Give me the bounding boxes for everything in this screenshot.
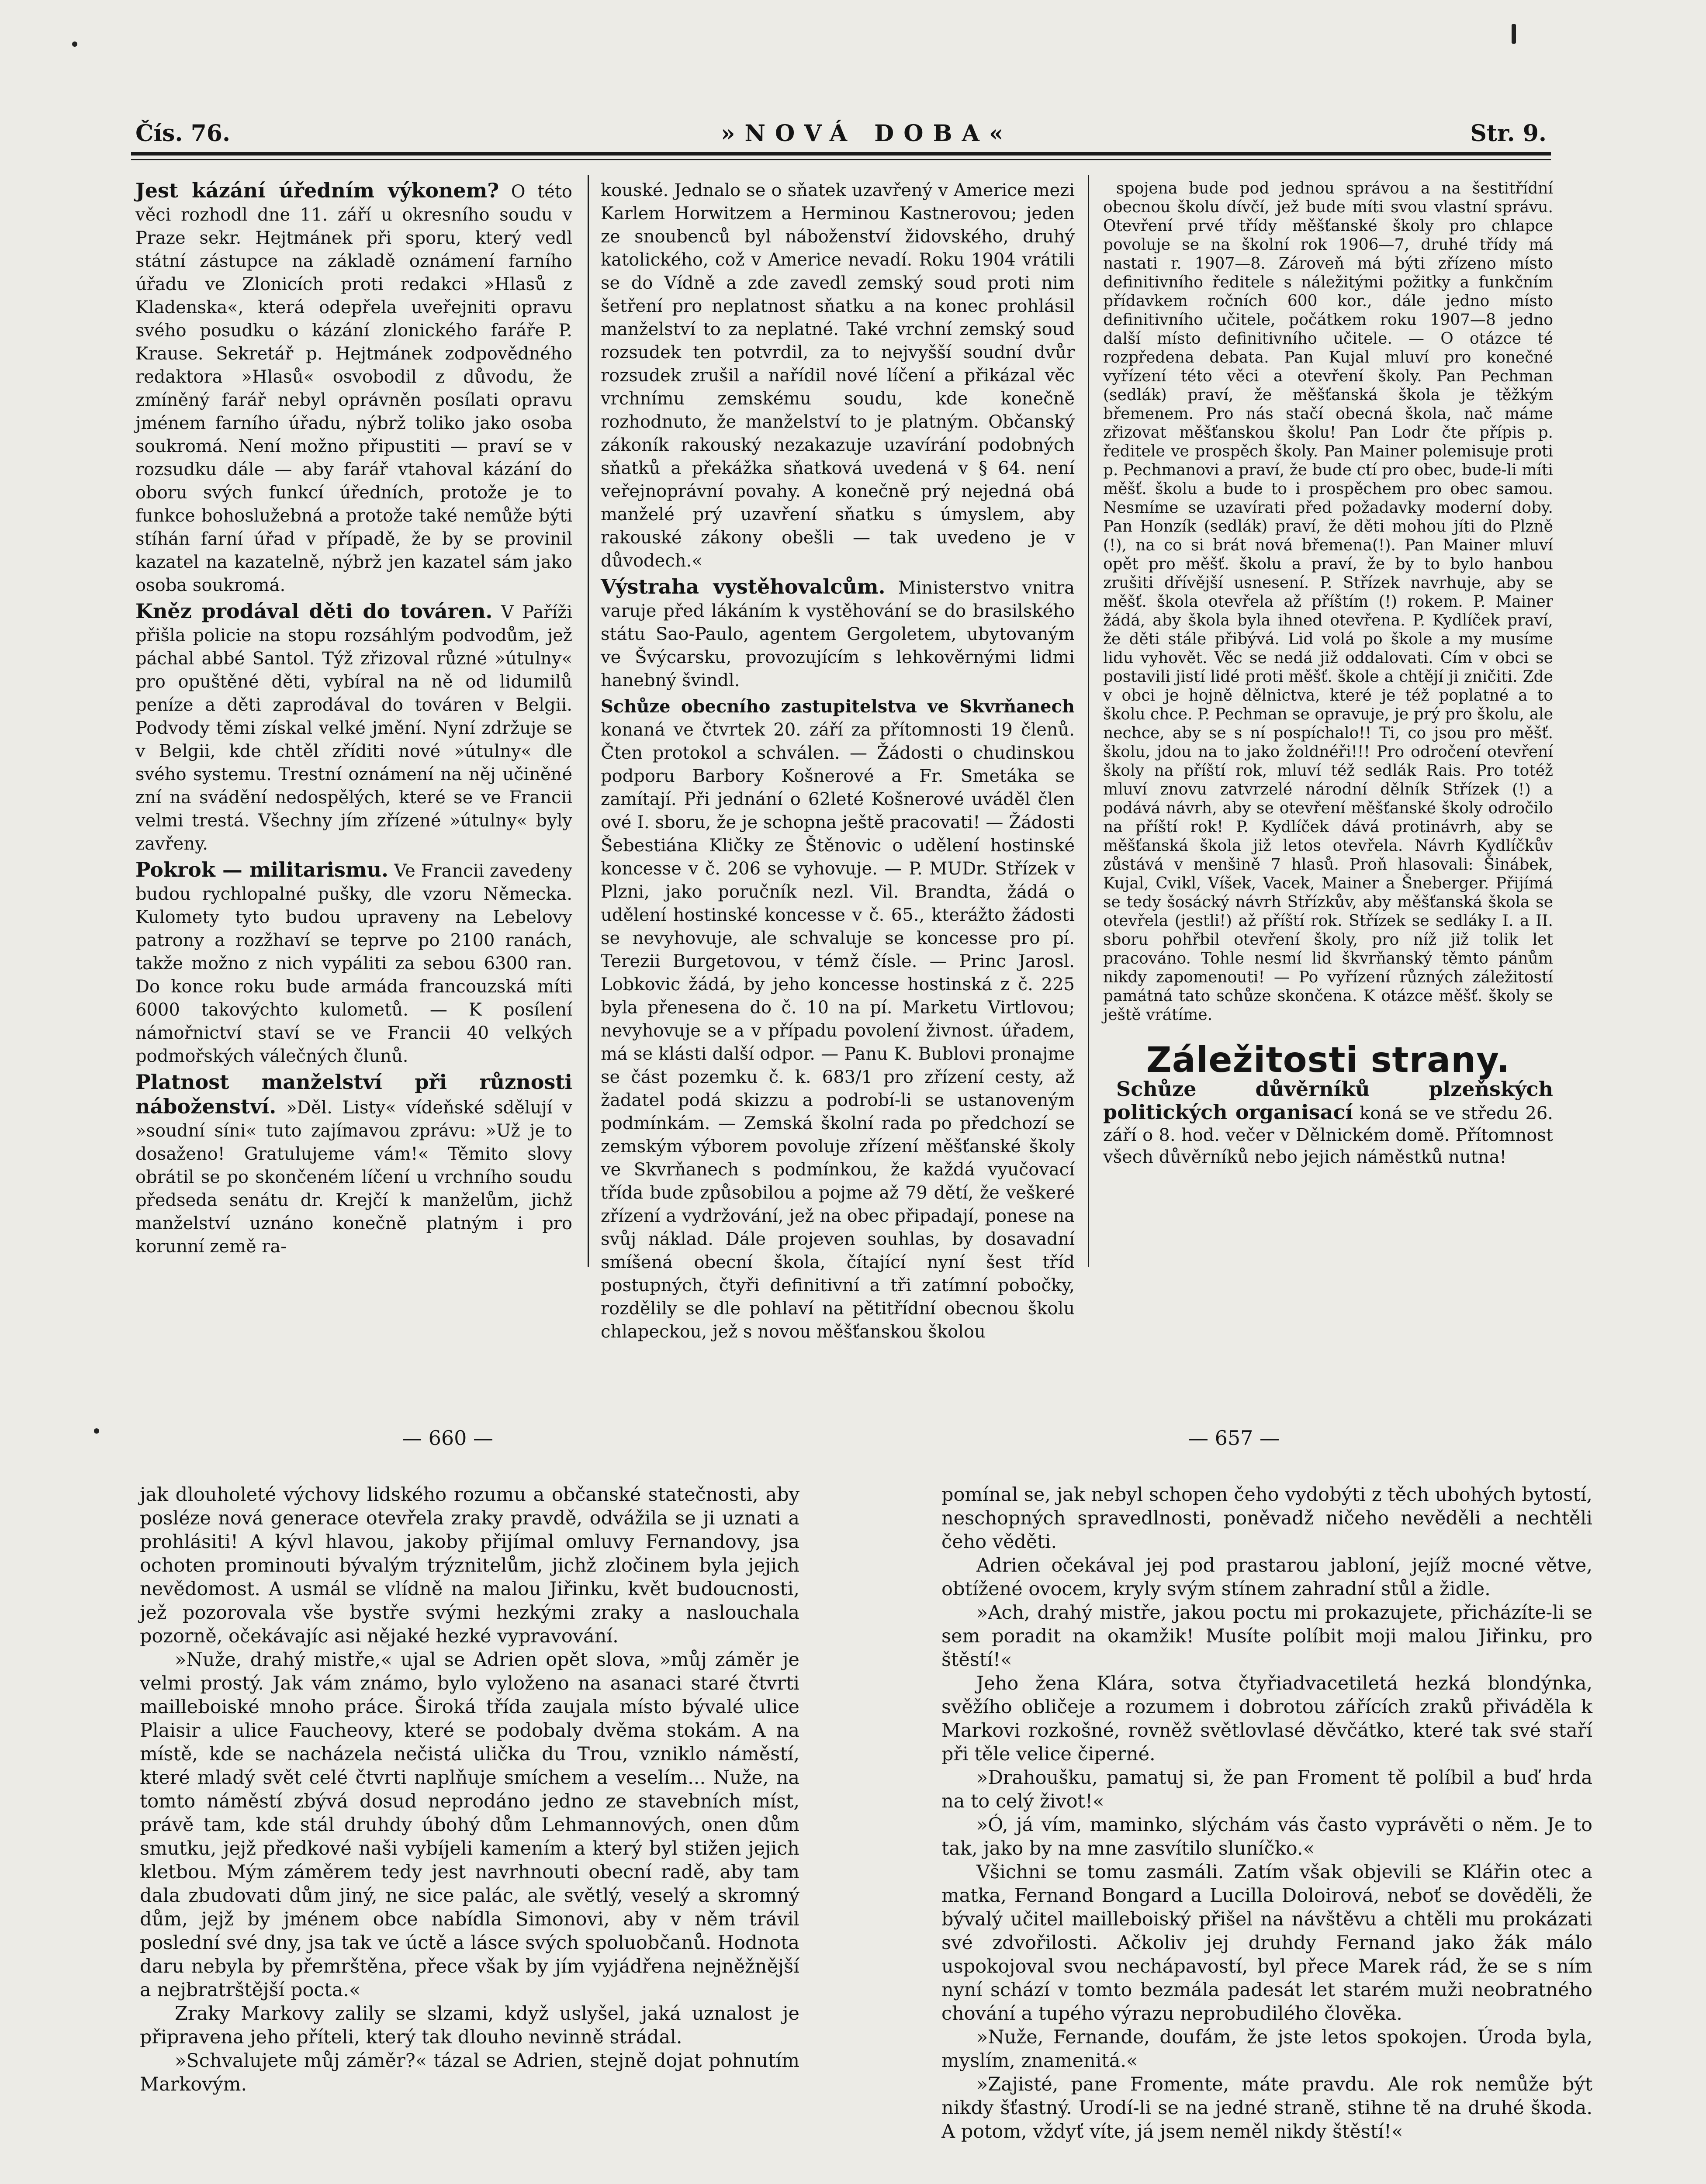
article-body: spojena bude pod jednou správou a na šestitřídní obecnou školu dívčí, jež bude míti svou vlastní správu. Otevření prvé třídy měšťanské školy pro chlapce povoluje se na školní rok 1906—7, druhé třídy má nastati r. 1907—8. Zároveň má býti zřízeno místo definitivního ředitele s náležitými požitky a funkčním přídavkem ročních 600 kor., dále jedno místo definitivního učitele, počátkem roku 1907—8 jedno další místo definitivního učitele. — O otázce té rozpředena debata. Pan Kujal mluví pro konečné vyřízení této věci a otevření školy. Pan Pechman (sedlák) praví, že měšťanská škola je těžkým břemenem. Pro nás stačí obecná škola, nač máme zřizovat měšťanskou školu! Pan Lodr čte přípis p. ředitele ve prospěch školy. Pan Mainer polemisuje proti p. Pechmanovi a praví, že bude ctí pro obec, bude-li míti měšť. školu a bude to i prospěchem pro obec samou. Nesmíme se uzavírati před požadavky moderní doby. Pan Honzík (sedlák) praví, že děti mohou jíti do Plzně (!), na co si brát nová břemena(!). Pan Mainer mluví opět pro měšť. školu a praví, že by to bylo hanbou zrušiti dřívější usnesení. P. Střízek navrhuje, aby se měšť. škola otevřela až příštím (!) rokem. P. Mainer žádá, aby škola byla ihned otevřena. P. Kydlíček praví, že děti stále přibývá. Lid volá po škole a my musíme lidu vyhovět. Věc se nedá již oddalovati. Cím v obci se postavili jistí lidé proti měšť. škole a chtějí ji zničiti. Zde v obci je hojně dělnictva, které je též poplatné a to školu chce. P. Pechman se opravuje, je prý pro školu, ale nechce, aby se s ní pospíchalo!! Ti, co jsou pro měšť. školu, jdou na to jako žoldnéři!!! Pro odročení otevření školy na příští rok, mluví též sedlák Rais. Pro totéž mluví znovu zatvrzelé národní dělník Střízek (!) a podává návrh, aby se otevření měšťanské školy odročilo na příští rok! P. Kydlíček dává protinávrh, aby se měšťanská škola již letos otevřela. Návrh Kydlíčkův zůstává v menšině 7 hlasů. Proň hlasovali: Šinábek, Kujal, Cvikl, Víšek, Vacek, Mainer a Šneberger. Přijímá se tedy šosácký návrh Střízkův, aby měšťanská škola se otevřela (jestli!) až příští rok. Střízek se sedláky I. a II. sboru pohřbil otevření školy, pro níž již tolik let pracováno. Tohle nesmí lid škvrňanský těmto pánům nikdy zapomenouti! — Po vyřízení různých záležitostí památná tato schůze skončena. K otázce měšť. školy se ještě vrátíme. [1103,180,1553,1024]
paragraph: Všichni se tomu zasmáli. Zatím však objevili se Klářin otec a matka, Fernand Bongard a Lucilla Doloirová, neboť se dověděli, že bývalý učitel mailleboiský přišel na návštěvu a chtěli mu prokázati své zdvořilosti. Ačkoliv jej druhdy Fernand jako žák málo uspokojoval svou nechápavostí, byl přece Marek rád, že se s ním nyní schází v tomto bezmála padesát let starém muži neobratného chování a tupého výrazu neprobudilého člověka. [941,1861,1592,2025]
page-number-left: — 660 — [402,1426,494,1450]
paragraph: »Drahoušku, pamatuj si, že pan Froment tě políbil a buď hrda na to celý život!« [941,1767,1592,1812]
article [135,1071,572,1258]
column-divider [588,175,589,1267]
article-body: kouské. Jednalo se o sňatek uzavřený v Americe mezi Karlem Horwitzem a Herminou Kastnerovou; jeden ze snoubenců byl náboženství židovského, druhý katolického, což v Americe nevadí. Roku 1904 vrátili se do Vídně a zde zavedl zemský soud proti nim šetření pro neplatnost sňatku a na konec prohlásil manželství to za neplatné. Také vrchní zemský soud rozsudek ten potvrdil, za to nejvyšší soudní dvůr rozsudek zrušil a nařídil nové líčení a přikázal věc vrchnímu zemskému soudu, kde konečně rozhodnuto, že manželství to je platným. Občanský zákoník rakouský nezakazuje uzavírání podobných sňatků a překážka sňatková uvedená v § 64. není veřejnoprávní povahy. A konečně prý nejedná obá manželé prý uzavření sňatku s úmyslem, aby rakouské zákony obešli — tak uvedeno je v důvodech.« [601,180,1075,571]
paragraph: »Nuže, Fernande, doufám, že jste letos spokojen. Úroda byla, myslím, znamenitá.« [941,2026,1592,2072]
section-title: Záležitosti strany. [1146,1040,1510,1080]
article [601,695,1075,1344]
article [1103,1078,1553,1168]
article-heading: Kněz prodával děti do továren. [135,599,493,623]
article-body: koná se ve středu 26. září o 8. hod. večer v Dělnickém domě. Přítomnost všech důvěrníků nebo jejich náměstků nutna! [1103,1103,1553,1167]
issue-number: Čís. 76. [135,120,231,147]
article-heading: Pokrok — militarismu. [135,858,389,881]
header-rule [131,152,1551,156]
article-body: Ve Francii zavedeny budou rychlopalné pušky, dle vzoru Německa. Kulomety tyto budou upraveny na Lebelovy patrony a rozžhaví se teprve po 2100 ranách, takže možno z nich vypáliti za sebou 6300 ran. Do konce roku bude armáda francouzská míti 6000 takovýchto kulometů. — K posílení námořnictví staví se ve Francii 40 velkých podmořských válečných člunů. [135,861,572,1066]
column-2 [601,179,1075,1346]
article-body: O této věci rozhodl dne 11. září u okresního soudu v Praze sekr. Hejtmánek při sporu, který vedl státní zástupce na základě oznámení farního úřadu ve Zlonicích proti redakci »Hlasů z Kladenska«, která odepřela uveřejniti opravu svého posudku o kázání zlonického faráře P. Krause. Sekretář p. Hejtmánek zodpovědného redaktora »Hlasů« osvobodil z důvodu, že zmíněný farář nebyl oprávněn posílati opravu jménem farního úřadu, nýbrž toliko jako osoba soukromá. Není možno připustiti — praví se v rozsudku dále — aby farář vtahoval kázání do oboru svých funkcí úředních, protože je to funkce bohoslužebná a protože také nemůže býti stíhán farní úřad v případě, že by se provinil kazatel na kazatelně, nýbrž jen kazatel sám jako osoba soukromá. [135,182,573,595]
article-heading: Schůze důvěrníků plzeňských politických organisací [1103,1077,1553,1124]
column-1 [135,179,572,1261]
page-number-right: — 657 — [1188,1426,1280,1450]
paragraph: Zraky Markovy zalily se slzami, když uslyšel, jaká uznalost je připravena jeho příteli, který tak dlouho nevinně strádal. [140,2003,799,2048]
page-header [135,120,1547,146]
article-body: V Paříži přišla policie na stopu rozsáhlým podvodům, jež páchal abbé Santol. Týž zřizoval různé »útulny« pro opuštěné děti, vybíral na ně od lidumilů peníze a děti zaprodával do továren v Belgii. Podvody těmi získal velké jmění. Nyní zdržuje se v Belgii, kde chtěl zříditi nové »útulny« dle svého systemu. Trestní oznámení na něj učiněné zní na svádění nedospělých, které se ve Francii velmi trestá. Všechny jím zřízené »útulny« byly zavřeny. [135,602,573,854]
paragraph: Jeho žena Klára, sotva čtyřiadvacetiletá hezká blondýnka, svěžího obličeje a rozumem i dobrotou zářících zraků přiváděla k Markovi rozkošné, rovněž světlovlasé děvčátko, které tak své staří při těle velice čiperné. [941,1673,1592,1765]
novel-column-left [140,1483,799,2096]
scan-mark [1512,24,1516,44]
article-body: konaná ve čtvrtek 20. září za přítomnosti 19 členů. Čten protokol a schválen. — Žádosti o chudinskou podporu Barbory Košnerové a Fr. Smetáka se zamítají. Při jednání o 62leté Košnerové uváděl člen ové I. sboru, že je schopna ještě pracovati! — Žádosti Šebestiána Kličky ze Štěnovic o udělení hostinské koncesse v č. 206 se vyhovuje. — P. MUDr. Střízek v Plzni, jako poručník nezl. Vil. Brandta, žádá o udělení hostinské koncesse v č. 65., kterážto žádosti se nevyhovuje, ale schvaluje se koncesse pro pí. Terezii Burgetovou, v témž čísle. — Princ Jarosl. Lobkovic žádá, by jeho koncesse hostinská z č. 225 byla přenesena do č. 10 na pí. Marketu Virtlovou; nevyhovuje se a v případu povolení živnost. úřadem, má se klásti další odpor. — Panu K. Bublovi pronajme se část pozemku č. k. 683/1 pro zřízení cesty, až žadatel podá skizzu a podrobí-li se ustanoveným podmínkám. — Zemská školní rada po předchozí se zemským výborem povoluje zřízení měšťanské školy ve Skvrňanech s podmínkou, že každá vyučovací třída bude způsobilou a pojme až 79 dětí, že veškeré zřízení a vydržování, jež na obec připadají, ponese na svůj náklad. Dále projeven souhlas, by dosavadní smíšená obecní škola, čítající nyní šest tříd postupných, čtyři definitivní a tři zatímní pobočky, rozdělily se dle pohlaví na pětitřídní obecnou školu chlapeckou, jež s novou měšťanskou školou [601,720,1075,1342]
article [135,600,572,856]
paragraph: »Schvalujete můj záměr?« tázal se Adrien, stejně dojat pohnutím Markovým. [140,2050,799,2095]
paragraph: »Ach, drahý mistře, jakou poctu mi prokazujete, přicházíte-li se sem poradit na okamžik! Musíte políbit moji malou Jiřinku, pro štěstí!« [941,1602,1592,1671]
column-divider [1088,175,1089,1267]
article-heading: Platnost manželství při různosti náboženství. [135,1070,572,1118]
page-number: Str. 9. [1470,120,1547,147]
scan-mark [72,41,77,47]
column-3 [1103,179,1553,1171]
paragraph: pomínal se, jak nebyl schopen čeho vydobýti z těch ubohých bytostí, neschopných spravedlnosti, poněvadž ničeho nevěděli a nechtěli čeho věděti. [941,1484,1592,1553]
scan-mark [94,1428,99,1434]
paragraph: »Nuže, drahý mistře,« ujal se Adrien opět slova, »můj záměr je velmi prostý. Jak vám známo, bylo vyloženo na asanaci staré čtvrti mailleboiské mnoho práce. Široká třída zaujala místo bývalé ulice Plaisir a ulice Faucheovy, které se podobaly dvěma stokám. A na místě, kde se nacházela nečistá ulička du Trou, vzniklo náměstí, které mladý svět celé čtvrti naplňuje smíchem a veselím... Nuže, na tomto náměstí zbývá dosud neprodáno jedno ze stavebních míst, právě tam, kde stál druhdy úbohý dům Lehmannových, onen dům smutku, jejž předkové naši vybíjeli kamením a který byl stižen jejich kletbou. Mým záměrem tedy jest navrhnouti obecní radě, aby tam dala zbudovati dům jiný, ne sice palác, ale světlý, veselý a skromný dům, jejž by jménem obce nabídla Simonovi, aby v něm trávil poslední své dny, jsa tak ve úctě a lásce svých spoluobčanů. Hodnota daru nebyla by přemrštěna, přece však by jím vyjádřena nejněžnější a nejbratrštější pocta.« [140,1649,799,2001]
article-heading: Výstraha vystěhovalcům. [601,575,886,598]
article [135,858,572,1068]
article [601,179,1075,573]
paragraph: Adrien očekával jej pod prastarou jabloní, jejíž mocné větve, obtížené ovocem, kryly svým stínem zahradní stůl a židle. [941,1555,1592,1600]
article [601,575,1075,692]
masthead-title: »NOVÁ DOBA« [721,120,1013,147]
article-heading: Schůze obecního zastupitelstva ve Skvrňanech [601,696,1075,717]
article-heading: Jest kázání úředním výkonem? [135,179,499,202]
paragraph: jak dlouholeté výchovy lidského rozumu a občanské statečnosti, aby posléze nová generace otevřela zraky pravdě, odvážila se ji uznati a prohlásiti! A kývl hlavou, jakoby přijímal omluvy Fernandovy, jsa ochoten prominouti bývalým trýznitelům, jichž zločinem byla jejich nevědomost. A usmál se vlídně na malou Jiřinku, květ budoucnosti, jež pozorovala vše bystře svými hezkými zraky a naslouchala pozorně, očekávajíc asi nějaké hezké vypravování. [140,1484,799,1647]
article-body: »Děl. Listy« vídeňské sdělují v »soudní síni« tuto zajímavou zprávu: »Už je to dosaženo! Gratulujeme vám!« Těmito slovy obrátil se po skončeném líčení u vrchního soudu předseda senátu dr. Krejčí k manželům, jichž manželství uznáno konečně platným i pro korunní země ra- [135,1098,572,1257]
article-body: Ministerstvo vnitra varuje před lákáním k vystěhování se do brasilského státu Sao-Paulo, agentem Gergoletem, ubytovaným ve Švýcarsku, provozujícím s lehkověrnými lidmi hanebný švindl. [601,578,1075,691]
header-rule-thin [131,159,1551,160]
novel-column-right [941,1483,1592,2143]
paragraph: »Zajisté, pane Fromente, máte pravdu. Ale rok nemůže být nikdy šťastný. Urodí-li se na jedné straně, stihne tě na druhé škoda. A potom, vždyť víte, já jsem neměl nikdy štěstí!« [941,2073,1592,2143]
paragraph: »Ó, já vím, maminko, slýchám vás často vyprávěti o něm. Je to tak, jako by na mne zasvítilo sluníčko.« [941,1814,1592,1859]
article [135,179,572,597]
